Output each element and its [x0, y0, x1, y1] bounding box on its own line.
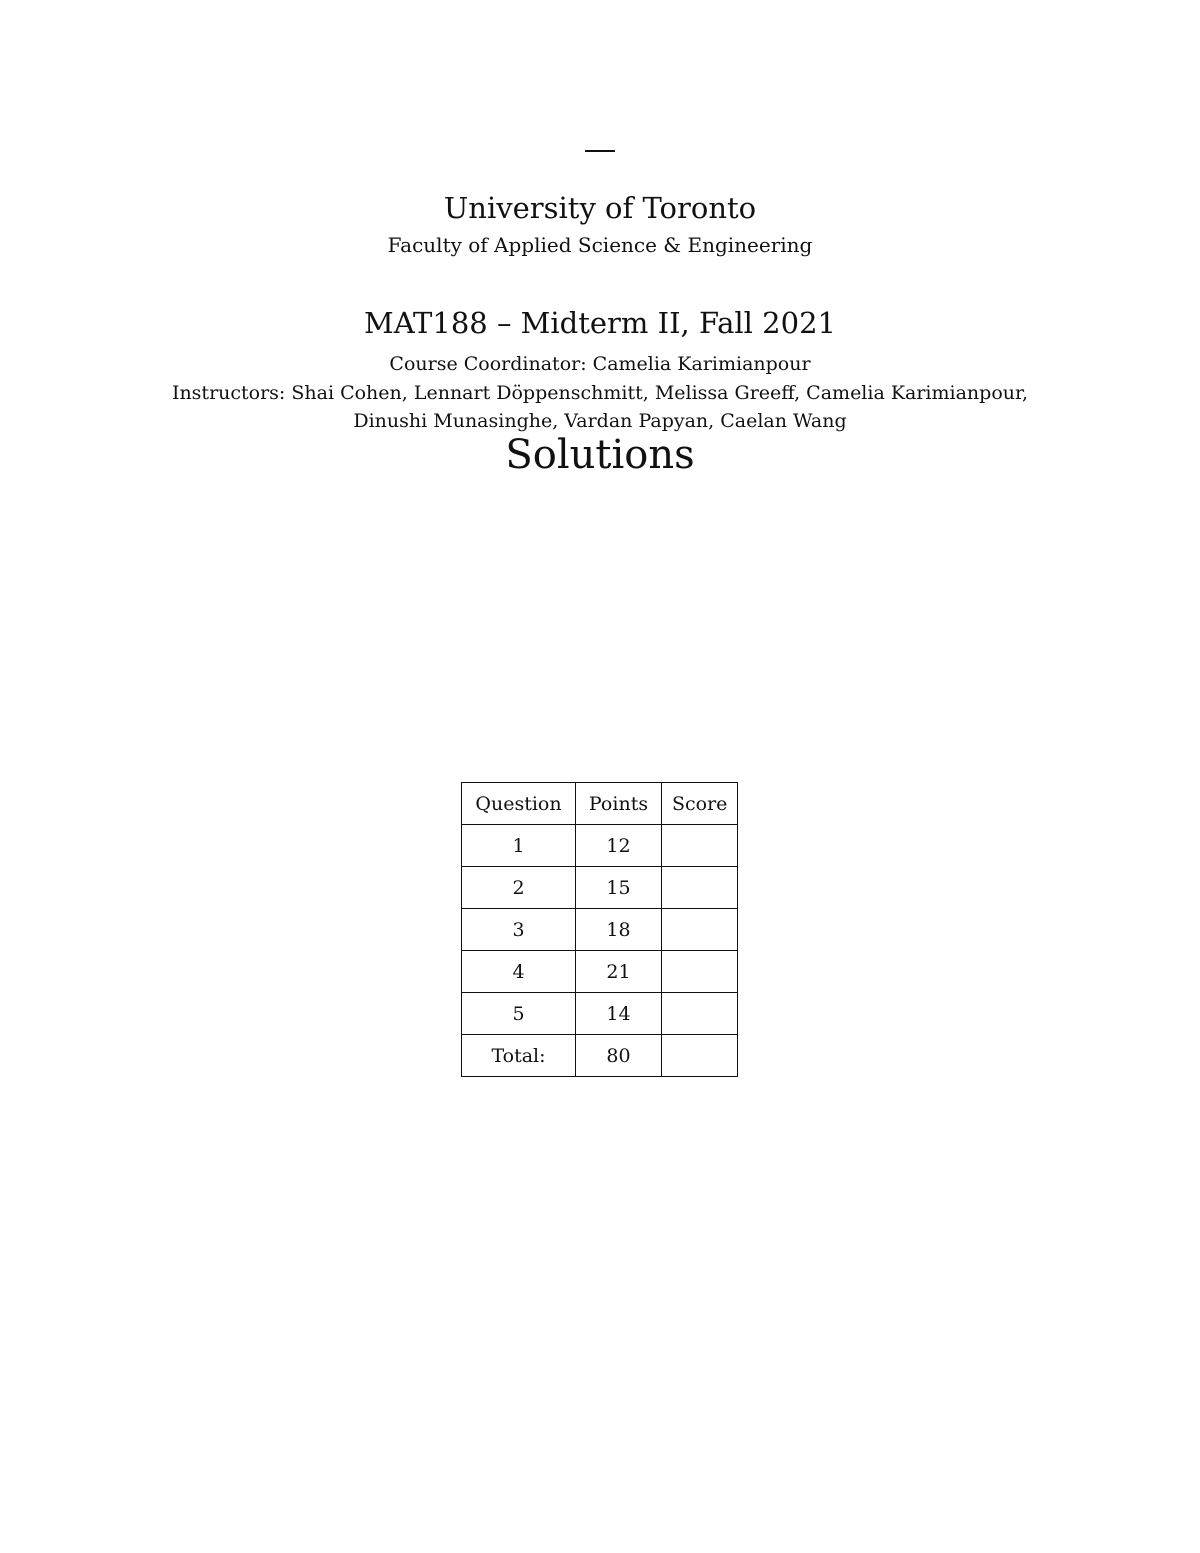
- score-cell[interactable]: [662, 993, 738, 1035]
- instructors-line-2: Dinushi Munasinghe, Vardan Papyan, Caelan Wang: [353, 410, 847, 432]
- total-row: [462, 1035, 738, 1077]
- score-cell[interactable]: [662, 951, 738, 993]
- table-row: [462, 825, 738, 867]
- dash-mark: [585, 150, 615, 152]
- points-cell: 12: [576, 825, 662, 867]
- faculty-name: Faculty of Applied Science & Engineering: [387, 233, 813, 257]
- table-row: [462, 909, 738, 951]
- points-cell: 21: [576, 951, 662, 993]
- header-question: Question: [462, 783, 576, 825]
- score-table: [461, 782, 738, 1077]
- score-cell[interactable]: [662, 825, 738, 867]
- question-cell: 1: [462, 825, 576, 867]
- question-cell: 2: [462, 867, 576, 909]
- question-cell: 3: [462, 909, 576, 951]
- header-rule: [0, 150, 1200, 156]
- total-score-cell[interactable]: [662, 1035, 738, 1077]
- question-cell: 5: [462, 993, 576, 1035]
- table-header-row: [462, 783, 738, 825]
- score-cell[interactable]: [662, 867, 738, 909]
- total-points: 80: [576, 1035, 662, 1077]
- table-row: [462, 867, 738, 909]
- score-cell[interactable]: [662, 909, 738, 951]
- total-label: Total:: [462, 1035, 576, 1077]
- exam-title: MAT188 – Midterm II, Fall 2021: [364, 306, 836, 340]
- table-row: [462, 993, 738, 1035]
- points-cell: 14: [576, 993, 662, 1035]
- header-score: Score: [662, 783, 738, 825]
- instructors-line-1: Instructors: Shai Cohen, Lennart Döppenschmitt, Melissa Greeff, Camelia Karimianpour,: [171, 382, 1029, 404]
- header-points: Points: [576, 783, 662, 825]
- solutions-heading: Solutions: [505, 432, 695, 478]
- points-cell: 18: [576, 909, 662, 951]
- university-name: University of Toronto: [443, 191, 757, 225]
- course-coordinator: Course Coordinator: Camelia Karimianpour: [389, 353, 811, 375]
- table-row: [462, 951, 738, 993]
- points-cell: 15: [576, 867, 662, 909]
- question-cell: 4: [462, 951, 576, 993]
